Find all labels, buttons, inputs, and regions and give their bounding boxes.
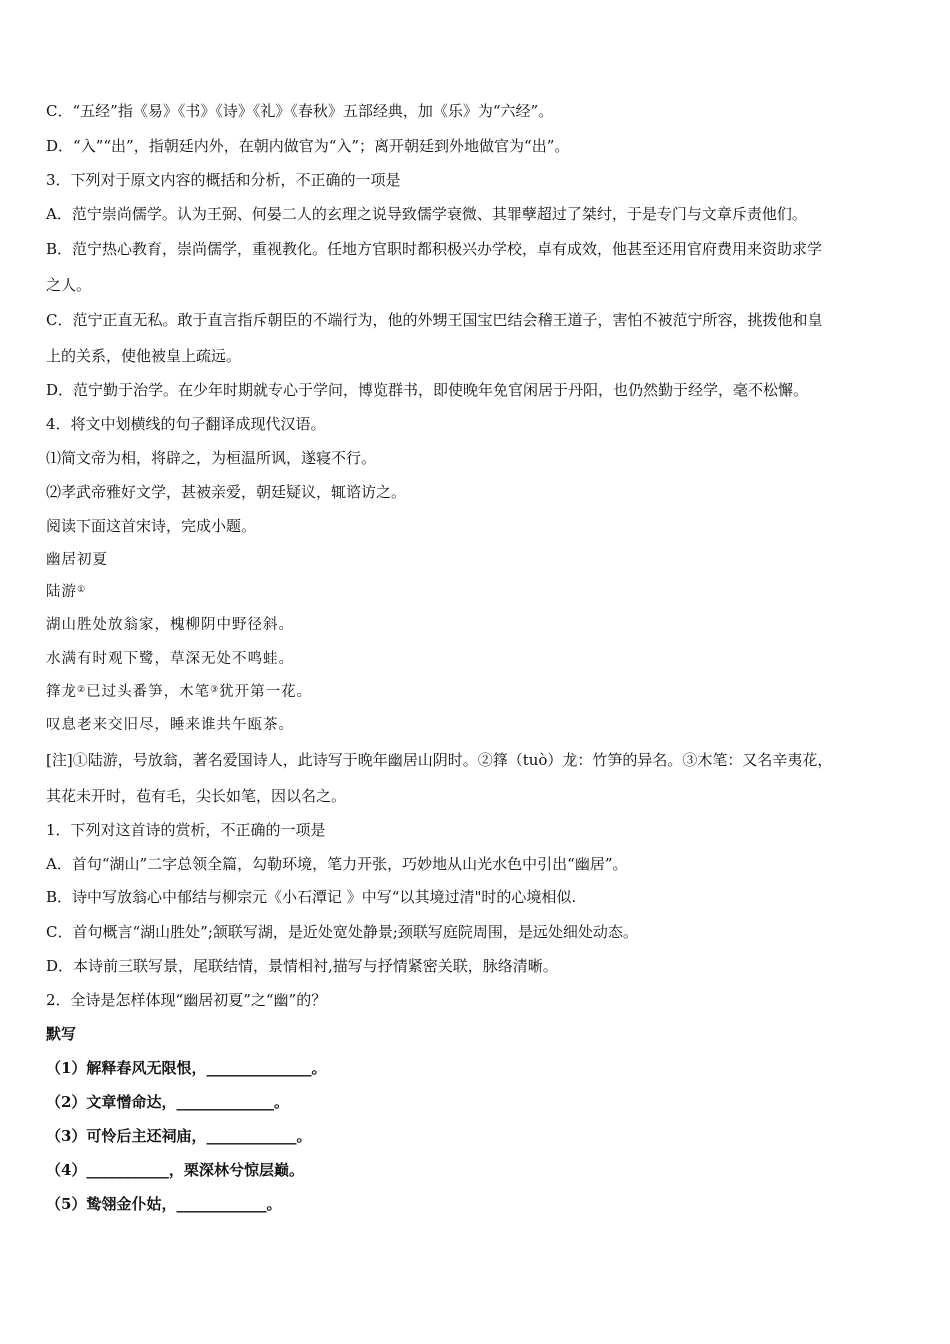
pq2-stem: 2．全诗是怎样体现“幽居初夏”之“幽”的？ <box>46 991 327 1009</box>
q3-option-b-line1: B．范宁热心教育，崇尚儒学，重视教化。任地方官职时都积极兴办学校，卓有成效，他甚至还用官府费用来资助求学 <box>46 240 823 258</box>
poem-line-3-c: 犹开第一花。 <box>219 684 313 700</box>
note-marker-3: ③ <box>210 685 220 695</box>
q2-option-c: C．“五经”指《易》《书》《诗》《礼》《春秋》五部经典，加《乐》为“六经”。 <box>46 102 554 120</box>
dictation-item-5: （5）鸷翎金仆姑，____________。 <box>46 1195 282 1213</box>
q3-option-b-line2: 之人。 <box>46 276 92 294</box>
poem-line-3 <box>46 682 312 702</box>
dictation-item-3: （3）可怜后主还祠庙，____________。 <box>46 1127 312 1145</box>
poem-line-3-b: 已过头番笋，木笔 <box>86 684 211 700</box>
dictation-item-2: （2）文章憎命达，_____________。 <box>46 1093 289 1111</box>
q3-option-a: A．范宁崇尚儒学。认为王弼、何晏二人的玄理之说导致儒学衰微、其罪孽超过了桀纣，于是专门与文章斥责他们。 <box>46 205 807 223</box>
q3-option-c-line2: 上的关系，使他被皇上疏远。 <box>46 347 242 365</box>
poem-line-2: 水满有时观下鹭，草深无处不鸣蛙。 <box>46 651 294 667</box>
pq1-option-c: C．首句概言“湖山胜处”;颔联写湖，是近处宽处静景;颈联写庭院周围，是远处细处动态。 <box>46 923 638 941</box>
pq1-stem: 1．下列对这首诗的赏析，不正确的一项是 <box>46 821 326 839</box>
dictation-heading: 默写 <box>46 1025 77 1043</box>
pq1-option-b: B．诗中写放翁心中郁结与柳宗元《小石潭记 》中写“以其境过清"时的心境相似. <box>46 888 577 906</box>
poem-note-line1: [注]①陆游，号放翁，著名爱国诗人，此诗写于晚年幽居山阴时。②箨（tuò）龙：竹笋的异名。③木笔：又名辛夷花， <box>46 751 833 769</box>
note-marker-2: ② <box>77 685 87 695</box>
poem-line-1: 湖山胜处放翁家，槐柳阴中野径斜。 <box>46 617 294 633</box>
poem-line-4: 叹息老来交旧尽，睡来谁共午瓯茶。 <box>46 717 294 733</box>
poem-title: 幽居初夏 <box>46 552 108 568</box>
q3-stem: 3．下列对于原文内容的概括和分析，不正确的一项是 <box>46 171 401 189</box>
note-marker-1: ① <box>77 585 87 595</box>
poem-note-line2: 其花未开时，苞有毛，尖长如笔，因以名之。 <box>46 787 347 805</box>
q2-option-d: D．“入”“出”，指朝廷内外，在朝内做官为“入”；离开朝廷到外地做官为“出”。 <box>46 137 570 155</box>
dictation-item-1: （1）解释春风无限恨，______________。 <box>46 1059 327 1077</box>
pq1-option-a: A．首句“湖山”二字总领全篇，勾勒环境，笔力开张，巧妙地从山光水色中引出“幽居”。 <box>46 855 628 873</box>
poem-intro: 阅读下面这首宋诗，完成小题。 <box>46 517 257 535</box>
poem-line-3-a: 箨龙 <box>46 684 77 700</box>
q4-sentence-1: ⑴简文帝为相，将辟之，为桓温所讽，遂寝不行。 <box>46 449 377 467</box>
q4-stem: 4．将文中划横线的句子翻译成现代汉语。 <box>46 415 326 433</box>
q3-option-c-line1: C．范宁正直无私。敢于直言指斥朝臣的不端行为，他的外甥王国宝巴结会稽王道子，害怕不被范宁所容，挑拨他和皇 <box>46 311 823 329</box>
poem-author: 陆游 <box>46 584 77 600</box>
pq1-option-d: D．本诗前三联写景，尾联结情，景情相衬,描写与抒情紧密关联，脉络清晰。 <box>46 957 558 975</box>
poem-author-line <box>46 582 86 602</box>
q4-sentence-2: ⑵孝武帝雅好文学，甚被亲爱，朝廷疑议，辄谘访之。 <box>46 483 407 501</box>
dictation-item-4: （4）___________，栗深林兮惊层巅。 <box>46 1161 304 1179</box>
q3-option-d: D．范宁勤于治学。在少年时期就专心于学问，博览群书，即使晚年免官闲居于丹阳，也仍然勤于经学，毫不松懈。 <box>46 381 809 399</box>
